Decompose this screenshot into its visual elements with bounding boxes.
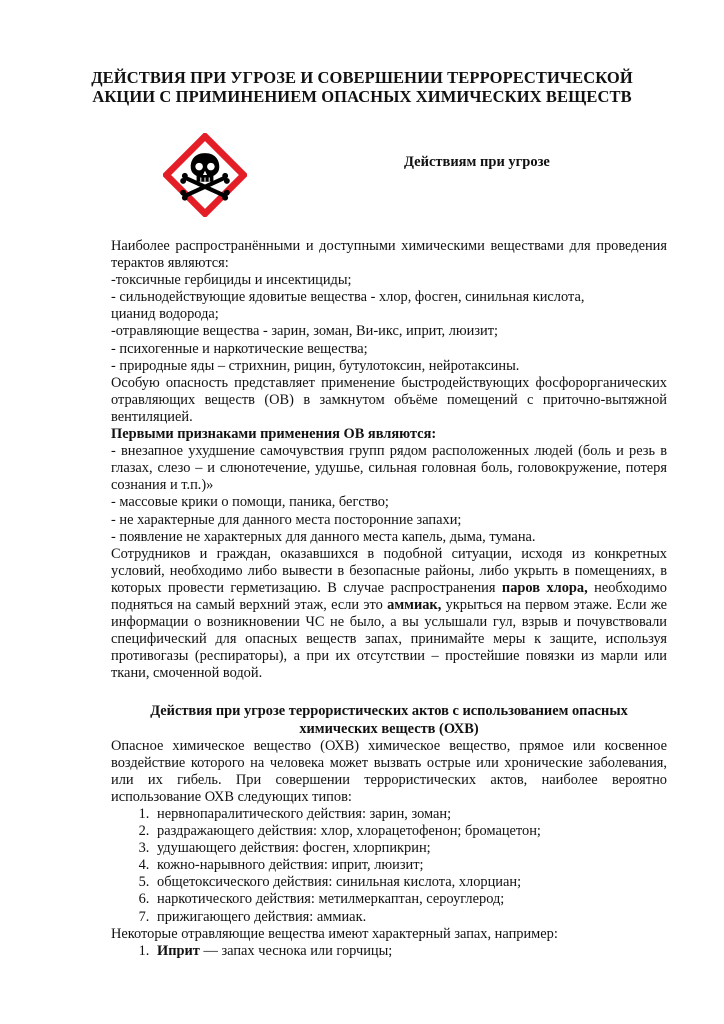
advice-paragraph: Сотрудников и граждан, оказавшихся в подобной ситуации, исходя из конкретных условий, необходимо либо вывести в безопасные районы, либо укрыть в помещениях, в которых провести герметизацию. В случае распространения паров хлора, необходимо подняться на самый верхний этаж, если это аммиак, укрыться на первом этаже. Если же информации о возникновении ЧС не было, а вы услышали гул, взрыв и почувствовали специфический для опасных веществ запах, принимайте меры к защите, используя противогазы (респираторы), а при их отсутствии – простейшие повязки из марли или ткани, смоченной водой.: [111, 545, 668, 682]
title-line-1: ДЕЙСТВИЯ ПРИ УГРОЗЕ И СОВЕРШЕНИИ ТЕРРОРЕСТИЧЕСКОЙ: [91, 68, 633, 87]
list-item: - не характерные для данного места посторонние запахи;: [111, 511, 462, 528]
list-item: цианид водорода;: [111, 306, 219, 323]
list-item: 6. наркотического действия: метилмеркаптан, сероуглерод;: [153, 891, 667, 908]
list-item: - психогенные и наркотические вещества;: [111, 340, 368, 357]
document-title: [60, 68, 664, 106]
list-item: -токсичные гербициды и инсектициды;: [111, 272, 352, 289]
list-item: - массовые крики о помощи, паника, бегство;: [111, 494, 389, 511]
signs-heading: Первыми признаками применения ОВ являются:: [111, 426, 437, 443]
section-heading: Действия при угрозе террористических актов с использованием опасных химических веществ (ОХВ): [150, 703, 628, 737]
list-item: 7. прижигающего действия: аммиак.: [153, 909, 667, 926]
list-item: 5. общетоксического действия: синильная кислота, хлорциан;: [153, 874, 667, 891]
intro-paragraph: Наиболее распространёнными и доступными химическими веществами для проведения терактов являются:: [111, 238, 667, 272]
list-item: 1. нервнопаралитического действия: зарин, зоман;: [153, 806, 667, 823]
section-paragraph: Опасное химическое вещество (ОХВ) химическое вещество, прямое или косвенное воздействие которого на человека может вызвать острые или хронические заболевания, или их гибель. При совершении террористических актов, наиболее вероятно использование ОХВ следующих типов:: [111, 737, 667, 805]
list-item: 4. кожно-нарывного действия: иприт, люизит;: [153, 857, 667, 874]
list-item: - появление не характерных для данного места капель, дыма, тумана.: [111, 528, 536, 545]
title-line-2: АКЦИИ С ПРИМИНЕНИЕМ ОПАСНЫХ ХИМИЧЕСКИХ ВЕЩЕСТВ: [92, 87, 632, 106]
ohv-types-list: [111, 806, 667, 926]
smells-intro: Некоторые отравляющие вещества имеют характерный запах, например:: [111, 925, 558, 942]
subheading: Действиям при угрозе: [404, 154, 550, 170]
list-item: - сильнодействующие ядовитые вещества - хлор, фосген, синильная кислота,: [111, 289, 585, 306]
skull-crossbones-icon: [163, 133, 247, 217]
list-item: - внезапное ухудшение самочувствия групп рядом расположенных людей (боль и резь в глазах, слезо – и слюнотечение, удушье, сильная головная боль, головокружение, потеря сознания и т.п.)»: [111, 443, 667, 494]
list-item: -отравляющие вещества - зарин, зоман, Ви-икс, иприт, люизит;: [111, 323, 499, 340]
list-item: 3. удушающего действия: фосген, хлорпикрин;: [153, 840, 667, 857]
intro-paragraph-2: Особую опасность представляет применение быстродействующих фосфорорганических отравляющих веществ (ОВ) в замкнутом объёме помещений с приточно-вытяжной вентиляцией.: [111, 374, 667, 425]
document-body: [111, 238, 667, 960]
smells-list: [111, 943, 667, 960]
list-item: - природные яды – стрихнин, рицин, бутулотоксин, нейротаксины.: [111, 357, 520, 374]
list-item: 1. Иприт — запах чеснока или горчицы;: [153, 943, 667, 960]
list-item: 2. раздражающего действия: хлор, хлорацетофенон; бромацетон;: [153, 823, 667, 840]
